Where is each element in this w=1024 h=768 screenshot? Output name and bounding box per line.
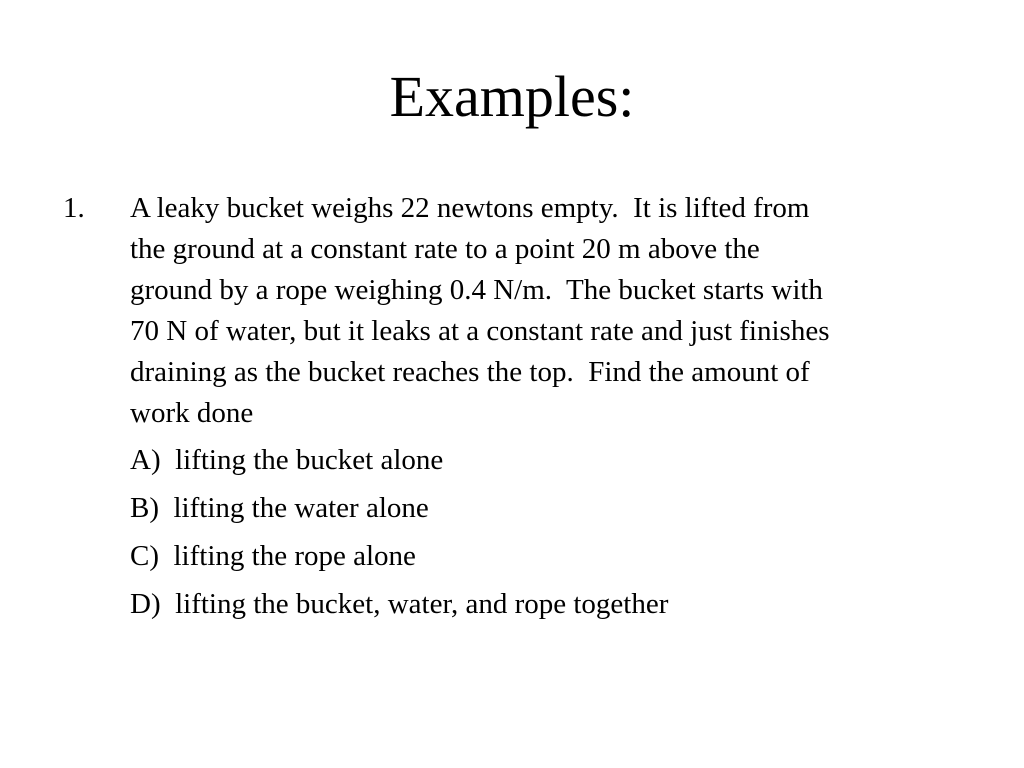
part-c: C) lifting the rope alone <box>130 540 416 572</box>
part-a: A) lifting the bucket alone <box>130 444 444 476</box>
problem-line: A leaky bucket weighs 22 newtons empty. It is lifted from <box>130 192 810 224</box>
problem-line: work done <box>130 397 254 429</box>
problem-line: the ground at a constant rate to a point 20 m above the <box>130 233 760 265</box>
problem-line: ground by a rope weighing 0.4 N/m. The bucket starts with <box>130 274 823 306</box>
problem-statement <box>130 188 965 434</box>
problem-number: 1. <box>63 192 85 224</box>
slide-title: Examples: <box>389 64 635 129</box>
problem-line: 70 N of water, but it leaks at a constant rate and just finishes <box>130 315 830 347</box>
part-b: B) lifting the water alone <box>130 492 429 524</box>
problem-parts-list <box>130 440 965 632</box>
problem-line: draining as the bucket reaches the top. Find the amount of <box>130 356 810 388</box>
part-d: D) lifting the bucket, water, and rope together <box>130 588 669 620</box>
